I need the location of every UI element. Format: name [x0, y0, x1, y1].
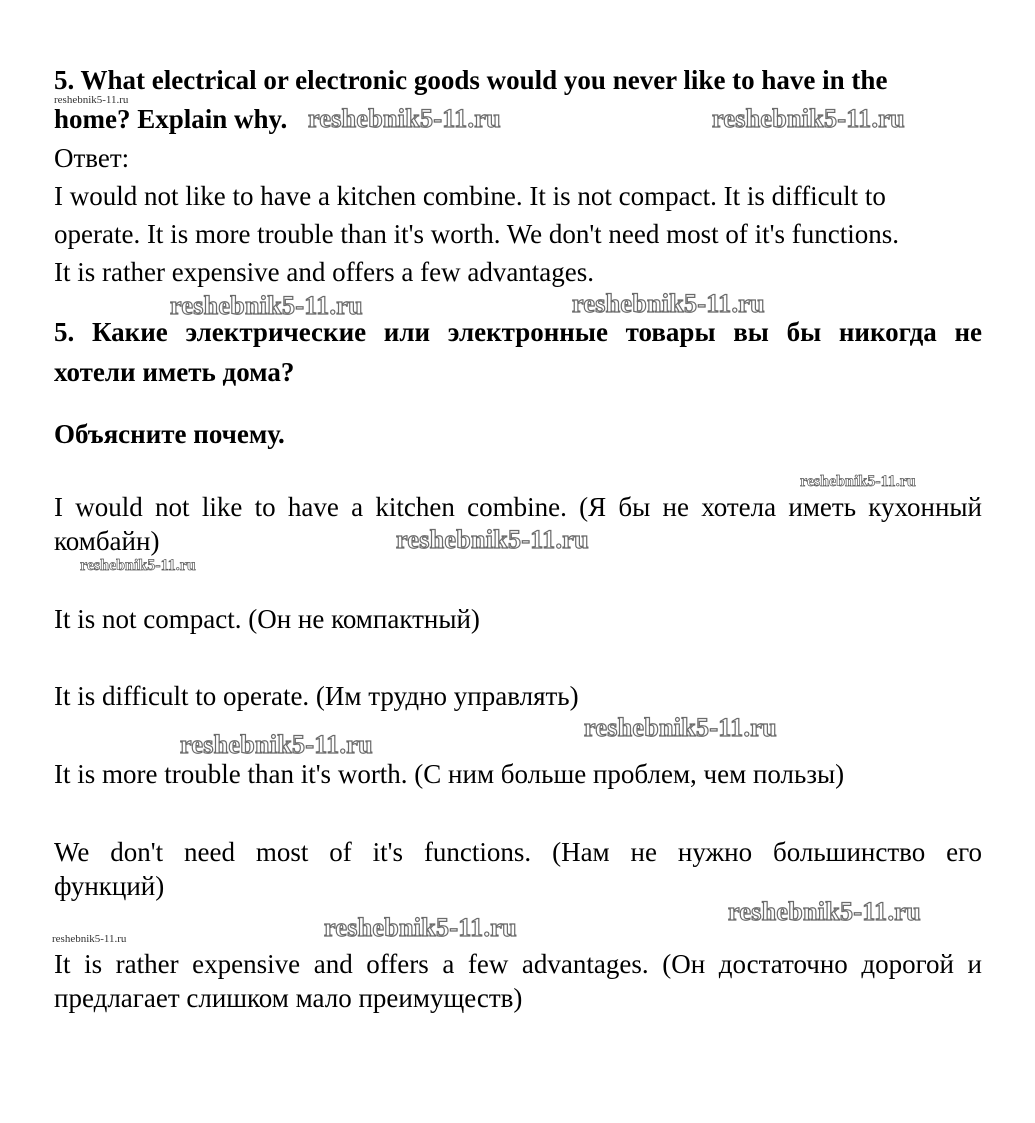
sentence-5-line2: функций) — [54, 871, 165, 901]
question-ru-line1: 5. Какие электрические или электронные товары вы бы никогда не — [54, 317, 982, 347]
sentence-3-line1: It is difficult to operate. (Им трудно управлять) — [54, 681, 579, 711]
question-ru-line3: Объясните почему. — [54, 419, 285, 449]
question-ru-line2: хотели иметь дома? — [54, 357, 295, 387]
question-en-line1: 5. What electrical or electronic goods would you never like to have in the — [54, 65, 888, 95]
question-en-line2: home? Explain why. — [54, 104, 288, 134]
watermark: reshebnik5-11.ru — [324, 913, 517, 942]
sentence-1-line2: комбайн) — [54, 526, 160, 556]
sentence-5-line1: We don't need most of it's functions. (Нам не нужно большинство его — [54, 837, 982, 867]
sentence-1-line1: I would not like to have a kitchen combine. (Я бы не хотела иметь кухонный — [54, 492, 982, 522]
watermark-tiny: reshebnik5-11.ru — [52, 933, 127, 945]
watermark-tiny: reshebnik5-11.ru — [54, 94, 129, 106]
watermark: reshebnik5-11.ru — [728, 897, 921, 926]
watermark-small: reshebnik5-11.ru — [800, 473, 916, 490]
answer-en-line1: I would not like to have a kitchen combine. It is not compact. It is difficult to — [54, 181, 886, 211]
watermark: reshebnik5-11.ru — [170, 291, 363, 320]
watermark: reshebnik5-11.ru — [712, 104, 905, 133]
sentence-2-line1: It is not compact. (Он не компактный) — [54, 604, 480, 634]
watermark: reshebnik5-11.ru — [396, 525, 589, 554]
sentence-6-line1: It is rather expensive and offers a few advantages. (Он достаточно дорогой и — [54, 949, 982, 979]
watermark: reshebnik5-11.ru — [308, 104, 501, 133]
watermark: reshebnik5-11.ru — [180, 730, 373, 759]
watermark: reshebnik5-11.ru — [572, 289, 765, 318]
answer-en-line3: It is rather expensive and offers a few advantages. — [54, 257, 595, 287]
watermark: reshebnik5-11.ru — [584, 713, 777, 742]
sentence-4-line1: It is more trouble than it's worth. (С ним больше проблем, чем пользы) — [54, 759, 845, 789]
answer-en-line2: operate. It is more trouble than it's worth. We don't need most of it's functions. — [54, 219, 900, 249]
sentence-6-line2: предлагает слишком мало преимуществ) — [54, 983, 523, 1013]
watermark-small: reshebnik5-11.ru — [80, 557, 196, 574]
answer-label: Ответ: — [54, 143, 130, 173]
